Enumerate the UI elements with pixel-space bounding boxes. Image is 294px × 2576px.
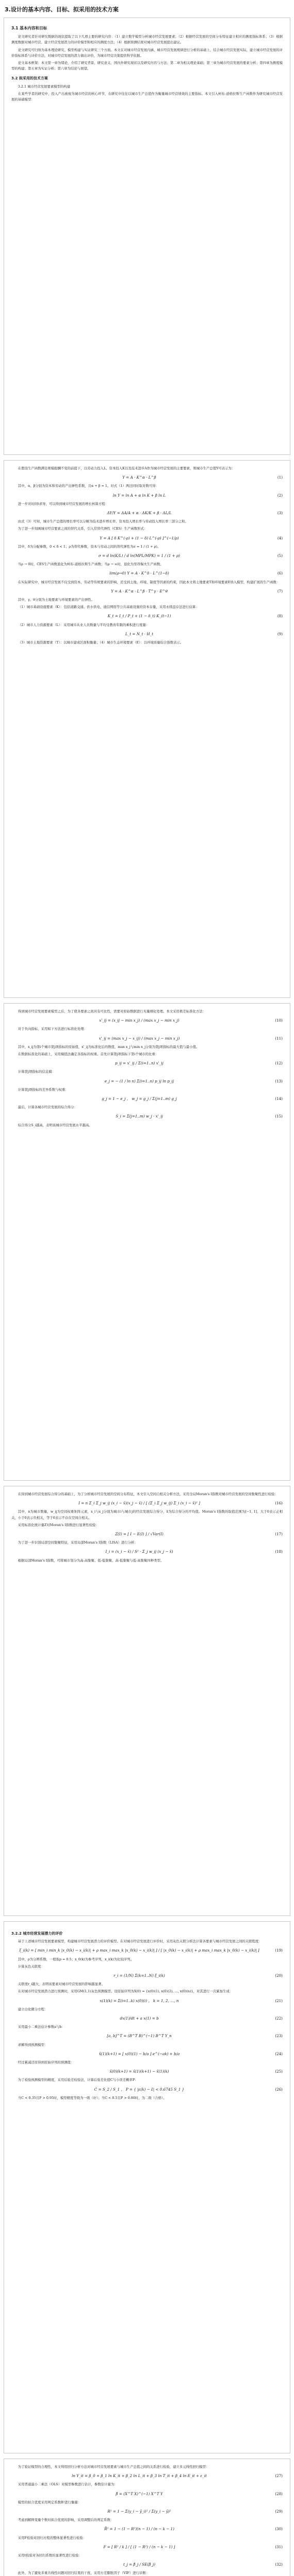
paragraph: 为了验证模型的合理性，本文利用回归分析方法对城市经营发展要素与城市生产总值之间的关系进行检验，建立多元线性回归模型：: [18, 2465, 209, 2469]
equation: [11, 2473, 283, 2479]
equation: [11, 1998, 283, 2004]
equation-number: (19): [275, 1948, 283, 1953]
paragraph: 模型的拟合优度采用判定系数R²进行衡量：: [18, 2500, 81, 2504]
equation-number: (7): [277, 588, 283, 594]
equation: [11, 474, 283, 480]
equation-number: (14): [275, 1096, 283, 1101]
paragraph: 论文研究者针对研究数据的现状提取了以下几项主要的研究内容：（1）建立数学模型分析城市经营发展要素；（2）根据经营发展的空间分布特征建立相应的测度指标体系；（3）根据测度数据对城市经营、建立经营发展潜力的评价模型和相应的测度方法；（4）根据预测结果对城市经营发展提出建议。: [11, 35, 283, 45]
paragraph: 最后，计算各城市经营发展的综合得分：: [18, 1105, 77, 1110]
equation-number: (10): [275, 1018, 283, 1023]
paragraph: （1）城市基础设施要素（K）：包括道路交通、供水供电、通信网络等公共基础设施的资本存量，采用永续盘存法进行估算：: [18, 605, 199, 609]
paragraph: 基于上述城市经营发展要素模型，构建城市经营发展潜力的评价模型。在对城市经营发展进行评价时，采用灰色关联分析法计算各要素与城市经营发展之间的关联程度：: [18, 1939, 262, 1944]
paragraph: 对于负向指标，采用如下方法进行标准化处理：: [18, 1027, 87, 1031]
equation-number: (23): [275, 2033, 283, 2039]
paragraph: 3.2.1 城市经营发展要素模型的构建: [18, 84, 71, 89]
equation-number: (15): [275, 1114, 283, 1119]
paragraph: 其中，δ为分配参数，0 < δ < 1；ρ为替代参数，资本与劳动之间的替代弹性为σ = 1 / (1 + ρ)。: [18, 544, 161, 549]
paragraph: 采用标准化统计量Z对Moran's I指数进行显著性检验：: [18, 1522, 99, 1527]
paragraph: 此外，为了避免多重共线性问题对回归结果的干扰，采用方差膨胀因子（VIF）进行诊断：: [18, 2571, 150, 2575]
text-panel: [4, 460, 290, 998]
equation: [11, 1096, 283, 1101]
equation-body: S_i = Σ(j=1..m) w_j · x'_ij: [116, 1114, 163, 1119]
equation-body: lim(ρ→0) Y = A · K^δ · L^(1−δ): [109, 571, 169, 576]
text-panel: [4, 1003, 290, 1481]
paragraph: 由式（3）可知，城市生产总值的增长率可以分解为技术进步增长率、资本投入增长率与劳动投入增长率三部分之和。: [18, 519, 188, 524]
equation-number: (24): [275, 2051, 283, 2056]
paragraph: 求解得到预测模型：: [18, 2042, 48, 2047]
paragraph: 其中，ρ为分辨系数，一般取ρ = 0.5；x_0(k)为参考序列，x_i(k)为比较序列。: [18, 1957, 134, 1961]
paragraph: 采用最小二乘法估计参数a与b：: [18, 2025, 65, 2029]
subsection-heading: 3.2 拟采用的技术方案: [11, 76, 48, 81]
equation: [11, 2051, 283, 2057]
equation-body: F = [ R² / k ] / [ (1 − R²) / (n − k − 1) ]: [103, 2544, 175, 2549]
paragraph: 为了进一步识别局部空间集聚特征，采用局部Moran's I指数（LISA）进行分析：: [18, 1540, 138, 1545]
equation-body: x̂(1)(k+1) = [ x(0)(1) − b/a ] e^(−ak) + b/a: [99, 2051, 180, 2056]
equation-body: ΔY/Y = ΔA/A + α · ΔK/K + β · ΔL/L: [107, 511, 172, 516]
equation: [11, 553, 283, 558]
equation-body: ln Y_it = β_0 + β_1 ln K_it + β_2 ln L_it + β_3 ln T_it + β_4 ln E_it + ε_it: [72, 2473, 207, 2479]
equation-body: Y = A · K^α · L^β: [122, 475, 156, 480]
equation: [11, 2509, 283, 2514]
text-panel: [4, 1486, 290, 1916]
equation: [11, 493, 283, 498]
equation: [11, 1018, 283, 1023]
equation-number: (4): [277, 535, 283, 540]
equation-body: K_t = I_t / P_t + (1 − δ_t) K_(t−1): [107, 614, 171, 619]
paragraph: 采用F检验对回归方程的整体显著性进行检验：: [18, 2535, 87, 2540]
equation-number: (22): [275, 2016, 283, 2021]
paragraph: 论文研究可归纳为基本理论研究、模型构建与实证研究三个方面。本文在对城市经营发展内涵、城市经营发展规律进行分析的基础上，结合城市经营发展实际，建立城市经营发展的评价指标体系与评价方法，对城市经营发展的潜力做出评价，为城市经营决策提供科学依据。: [11, 47, 283, 58]
equation-body: C = S_2 / S_1 ， P = { |ε(k) − ε̄| < 0.6745 S_1 }: [94, 2087, 185, 2092]
paragraph: 建立白化微分方程：: [18, 2007, 48, 2011]
paragraph: 为了进一步刻画城市经营要素之间的替代关系，引入常替代弹性（CES）生产函数形式：: [18, 527, 148, 531]
panel-container: [4, 18, 290, 2576]
equation-body: [a, b]^T = (B^T B)^(−1) B^T Y_n: [107, 2033, 172, 2039]
equation-number: (11): [275, 1036, 283, 1041]
equation: [11, 2015, 283, 2021]
equation: [11, 570, 283, 576]
equation-body: I_i = (x_i − x̄) / S² · Σ_j w_ij (x_j − x̄): [105, 1549, 173, 1554]
equation: [11, 1549, 283, 1554]
equation: [11, 2526, 283, 2532]
paragraph: 采用普通最小二乘法（OLS）对模型参数进行估计，参数估计量为：: [18, 2482, 118, 2487]
equation-number: (26): [275, 2087, 283, 2092]
equation-body: Y = A [ δ K^(-ρ) + (1 − δ) L^(-ρ) ]^(−1/ρ): [100, 535, 179, 540]
equation-number: (20): [275, 1973, 283, 1978]
paragraph: 论文基本框架：本文第一章为绪论，介绍了研究背景、研究意义、国内外研究现状以及研究内容与方法；第二章为相关理论基础；第三章为城市经营发展的要素分析；第四章为测度模型的构建；第五章为实证分析；第六章为结论与展望。: [11, 61, 283, 71]
equation: [11, 1036, 283, 1041]
paragraph: 关联度r_i越大，表明该要素对城市经营发展的影响越显著。: [18, 1982, 105, 1987]
paragraph: 计算第j项指标的信息熵：: [18, 1070, 56, 1074]
equation-number: (32): [275, 2562, 283, 2567]
equation-body: x'_ij = (max x_j − x_ij) / (max x_j − min x_j): [99, 1036, 180, 1041]
paragraph: 其中，x_ij为第i个城市第j项指标的原始值，x'_ij为标准化后的数值，max x_j与min x_j分别为第j项指标的最大值与最小值。: [18, 1044, 200, 1049]
equation-body: x'_ij = (x_ij − min x_j) / (max x_j − min x_j): [99, 1018, 179, 1023]
paragraph: 当C < 0.35且P > 0.95时，模型精度等级为一级（好）；当C < 0.5且P > 0.80时，为二级（合格）。: [18, 2095, 167, 2100]
paragraph: 其中，α、β分别为资本和劳动的产出弹性系数，且α + β = 1。对式（1）两边同时取对数可得：: [18, 484, 159, 488]
equation-number: (12): [275, 1061, 283, 1066]
equation-body: Z(I) = [ I − E(I) ] / √Var(I): [115, 1532, 164, 1537]
equation-number: (18): [275, 1549, 283, 1554]
equation-body: R² = 1 − Σ(y_i − ŷ_i)² / Σ(y_i − ȳ)²: [107, 2509, 171, 2514]
equation-body: R̄² = 1 − (1 − R²)(n − 1) / (n − k − 1): [104, 2527, 174, 2532]
paragraph: 计算灰色关联度：: [18, 1964, 44, 1969]
equation: [11, 2544, 283, 2550]
equation-number: (13): [275, 1078, 283, 1083]
equation: [11, 2562, 283, 2567]
equation-body: p_ij = x'_ij / Σ(i=1..n) x'_ij: [115, 1061, 164, 1066]
equation-number: (5): [277, 553, 283, 558]
equation-body: β̂ = (X^T X)^(−1) X^T Y: [116, 2491, 163, 2496]
equation-body: I = n Σ_i Σ_j w_ij (x_i − x̄)(x_j − x̄) / [ (Σ_i Σ_j w_ij) Σ_i (x_i − x̄)² ]: [78, 1501, 200, 1506]
paragraph: 得到城市经营发展要素模型之后，为了使各要素之间具有可比性，需要对原始数据进行无量纲化处理。本文采用极差标准化方法：: [18, 1009, 206, 1013]
equation-number: (27): [275, 2473, 283, 2479]
paragraph: 综合得分S_i越高，表明该城市经营发展水平越高。: [18, 1123, 92, 1127]
equation-number: (29): [275, 2509, 283, 2514]
equation: [11, 1060, 283, 1066]
equation-body: g_j = 1 − e_j ， w_j = g_j / Σ(j=1..m) g_j: [102, 1096, 177, 1101]
paragraph: 在某些学者的研究中，投入产出被视为城市经营的核心环节，在研究中往往以城市生产总值作为衡量城市经营绩效的主要指标。本文引入柯布-道格拉斯生产函数作为研究城市经营发展的基础模型：: [11, 91, 283, 102]
paragraph: 计算第j项指标的差异系数与权重：: [18, 1087, 69, 1092]
paragraph: 根据局部Moran's I指数，可将城市划分为高-高集聚、低-低集聚、高-低集聚与低-高集聚四种类型。: [18, 1558, 164, 1563]
equation-number: (3): [277, 511, 283, 516]
equation: [11, 2491, 283, 2497]
equation: [11, 535, 283, 541]
equation: [11, 1078, 283, 1084]
equation-number: (16): [275, 1501, 283, 1506]
equation-body: σ = d ln(K/L) / d ln(MPL/MPK) = 1 / (1 + ρ): [98, 553, 180, 558]
equation-body: ξ_i(k) = [ min_i min_k |x_0(k) − x_i(k)| + ρ max_i max_k |x_0(k) − x_i(k)| ] / [ |x_0(k) − x_i(k)| + ρ max_i max_k |x_0(k) − x_i(k)| ]: [19, 1948, 259, 1953]
equation: [11, 2069, 283, 2074]
equation-body: x(1)(k) = Σ(i=1..k) x(0)(i) ， k = 1, 2, …, n: [100, 1998, 179, 2003]
equation: [11, 1973, 283, 1978]
equation: [11, 1947, 283, 1953]
equation-number: (8): [277, 614, 283, 619]
text-panel: [4, 1921, 290, 2453]
equation: [11, 1500, 283, 1506]
equation-number: (30): [275, 2527, 283, 2532]
equation: [11, 2087, 283, 2092]
paragraph: 当ρ → 0时，CES生产函数退化为柯布-道格拉斯生产函数；当ρ → ∞时，退化为里昂惕夫生产函数。: [18, 562, 164, 567]
equation: [11, 1113, 283, 1119]
subsection-heading: 3.2.2 城市经营发展潜力的评价: [11, 1931, 63, 1936]
equation: [11, 2033, 283, 2039]
equation: [11, 1531, 283, 1537]
equation-number: (2): [277, 493, 283, 498]
doc-title: 3.设计的基本内容、目标、拟采用的技术方案: [5, 6, 119, 13]
paragraph: 在假设生产函数满足规模报酬不变的前提下，以劳动力投入L、资本投入K以及技术进步A作为城市经营发展的主要要素，则城市生产总值Y可表示为：: [18, 466, 235, 470]
equation-body: Y = A · K^α · L^β · T^γ · E^θ: [111, 588, 168, 594]
equation-number: (25): [275, 2069, 283, 2074]
equation-number: (28): [275, 2491, 283, 2496]
text-panel: [4, 18, 290, 455]
paragraph: 采用t检验对各回归系数的显著性进行检验：: [18, 2553, 82, 2558]
equation: [11, 588, 283, 594]
paragraph: （3）城市土地资源要素（T）：以城市建成区面积衡量；（4）城市生态环境要素（E）：以环境质量综合指数表示。: [18, 640, 184, 645]
section-heading: 3.1 基本内容和目标: [11, 26, 47, 30]
equation-body: r_i = (1/N) Σ(k=1..N) ξ_i(k): [113, 1973, 165, 1978]
equation-body: L_t = N_t · H_t: [125, 631, 154, 636]
equation-body: e_j = − (1 / ln n) Σ(i=1..n) p_ij ln p_ij: [104, 1078, 174, 1083]
paragraph: 在得到城市经营发展综合得分的基础上，为了分析城市经营发展的空间分布特征，本文引入空间自相关分析方法，采用全局Moran's I指数对城市经营发展的空间集聚性进行检验：: [18, 1492, 278, 1496]
paragraph: 其中，n为城市数量，w_ij为空间权重矩阵元素，x_i与x_j分别为城市i与城市j的经营发展综合得分，x̄为综合得分的平均值。Moran's I指数的取值范围为[−1, 1]，大于0表示正相关，小于0表示负相关，等于0表示不存在空间自相关。: [11, 1510, 283, 1520]
equation-body: t_j = β̂_j / SE(β̂_j): [123, 2562, 156, 2567]
paragraph: 在数据标准化的基础上，采用熵值法确定各指标的权重。首先计算第j项指标下第i个城市的比重：: [18, 1052, 159, 1057]
equation-body: x̂(0)(k+1) = x̂(1)(k+1) − x̂(1)(k): [109, 2069, 169, 2074]
equation-number: (6): [277, 571, 283, 576]
paragraph: （2）城市人力资源要素（L）：采用城市从业人员数量与平均受教育年限的乘积进行度量：: [18, 622, 150, 627]
paragraph: 考虑到解释变量个数对拟合优度的影响，采用调整后的判定系数：: [18, 2518, 114, 2522]
paragraph: 经过累减还原得到原始序列的预测值：: [18, 2060, 74, 2065]
equation: [11, 613, 283, 619]
equation: [11, 631, 283, 637]
equation-number: (17): [275, 1532, 283, 1537]
equation-number: (21): [275, 1998, 283, 2003]
paragraph: 进一步对时间t求导，可以得到城市经营发展的增长核算方程：: [18, 501, 108, 506]
equation: [11, 510, 283, 516]
equation-number: (31): [275, 2544, 283, 2549]
equation-number: (1): [277, 475, 283, 480]
equation-body: dx(1)/dt + a x(1) = b: [120, 2016, 159, 2021]
paragraph: 在实际研究中，城市经营发展不仅受到资本、劳动等传统要素的影响，还受到土地、环境、制度等因素的约束，因此本文将土地要素T和环境要素E纳入模型，构建扩展的生产函数：: [18, 580, 280, 584]
text-panel: [4, 2459, 290, 2576]
equation-body: ln Y = ln A + α ln K + β ln L: [112, 493, 166, 498]
paragraph: 其中，γ、θ分别为土地要素与环境要素的产出弹性。: [18, 598, 95, 602]
paragraph: 为了检验预测模型的精度，采用后验差检验法，计算后验差比值C与小误差概率P：: [18, 2078, 138, 2082]
paragraph: 在对城市经营发展潜力进行预测时，采用GM(1,1)灰色预测模型。设原始序列为X(0) = {x(0)(1), x(0)(2), …, x(0)(n)}，对其进行一次累加生成：: [18, 1989, 233, 1994]
equation-number: (9): [277, 631, 283, 636]
